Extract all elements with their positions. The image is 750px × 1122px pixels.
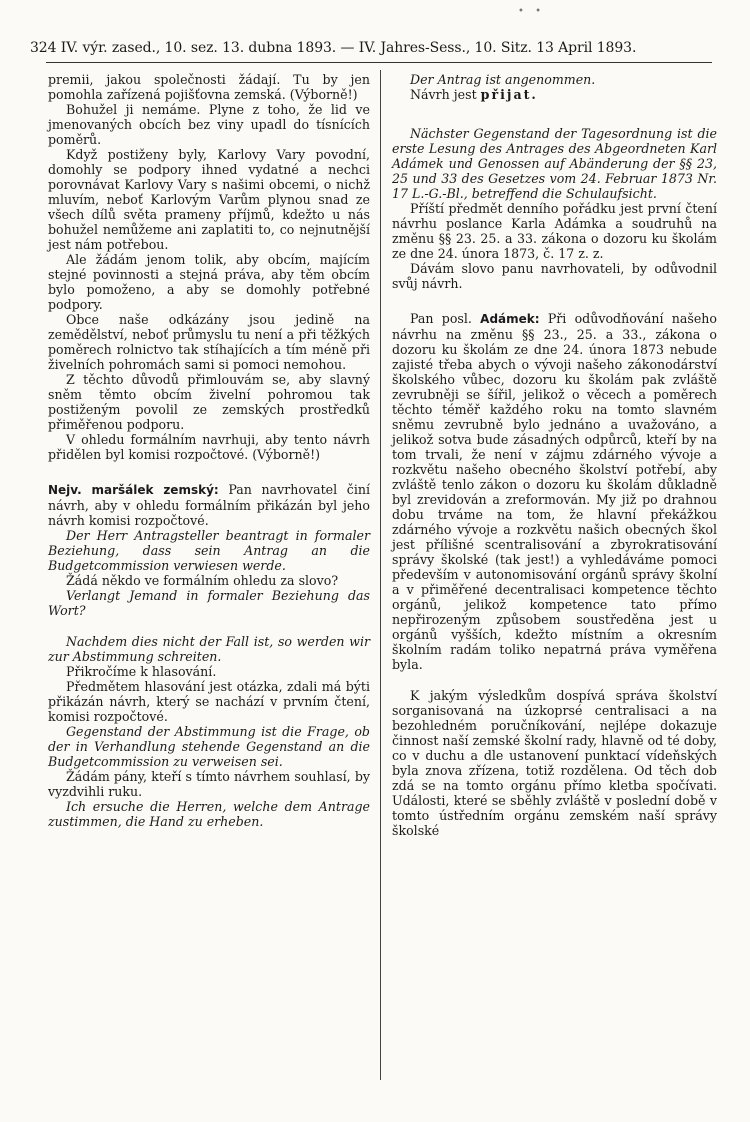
speaker-name: Nejv. maršálek zemský: (48, 483, 219, 497)
result-text: Návrh jest (410, 87, 481, 102)
paragraph: Žádá někdo ve formálním ohledu za slovo? (66, 573, 339, 588)
paragraph: Příští předmět denního pořádku jest první čtení návrhu poslance Karla Adámka a soudruhů na změnu §§ 23. 25. a 33. zákona o dozoru ku školám ze dne 24. února 1873, č. 17 z. z. (392, 201, 717, 261)
speaker-name: Adámek: (480, 312, 540, 326)
german-paragraph: Nachdem dies nicht der Fall ist, so werden wir zur Abstimmung schreiten. (48, 634, 370, 664)
page-number: 324 (30, 40, 57, 56)
german-paragraph: Der Herr Antragsteller beantragt in formaler Beziehung, dass sein Antrag an die Budgetcommission verwiesen werde. (48, 528, 370, 573)
paragraph: Bohužel ji nemáme. Plyne z toho, že lid ve jmenovaných obcích bez viny upadl do tísnících poměrů. (48, 102, 370, 147)
paragraph: premii, jakou společnosti žádají. Tu by jen pomohla zařízená pojišťovna zemská. (Výborně!) (48, 72, 370, 102)
german-paragraph: Der Antrag ist angenommen. (410, 72, 596, 87)
speaker-paragraph (48, 482, 370, 528)
header-text: IV. výr. zased., 10. sez. 13. dubna 1893. — IV. Jahres-Sess., 10. Sitz. 13 April 1893. (60, 40, 637, 56)
page-header (30, 40, 720, 56)
paragraph: Přikročíme k hlasování. (66, 664, 217, 679)
paragraph: Dávám slovo panu navrhovateli, by odůvodnil svůj návrh. (392, 261, 717, 291)
speaker-text: Pan navrhovatel činí návrh, aby v ohledu formálním přikázán byl jeho návrh komisi rozpočtové. (48, 482, 370, 528)
paragraph: Předmětem hlasování jest otázka, zdali má býti přikázán návrh, který se nachází v prvním čtení, komisi rozpočtové. (48, 679, 370, 724)
german-paragraph: Verlangt Jemand in formaler Beziehung das Wort? (48, 588, 370, 618)
result-word: přijat. (480, 87, 538, 102)
german-paragraph: Gegenstand der Abstimmung ist die Frage, ob der in Verhandlung stehende Gegenstand an die Budgetcommission zu verweisen sei. (48, 724, 370, 769)
right-column (392, 72, 717, 838)
speaker-paragraph (392, 311, 717, 672)
column-divider (380, 70, 381, 1080)
german-paragraph: Nächster Gegenstand der Tagesordnung ist die erste Lesung des Antrages des Abgeordneten Karl Adámek und Genossen auf Abänderung der §§ 23, 25 und 33 des Gesetzes vom 24. Februar 1873 Nr. 17 L.-G.-Bl., betreffend die Schulaufsicht. (392, 126, 717, 201)
paragraph (392, 87, 717, 102)
paragraph: Obce naše odkázány jsou jedině na zemědělství, neboť průmyslu tu není a při těžkých poměrech rolnictvo tak stíhajících a tím méně při živelních pohromách sami si pomoci nemohou. (48, 312, 370, 372)
paragraph: V ohledu formálním navrhuji, aby tento návrh přidělen byl komisi rozpočtové. (Výborně!) (48, 432, 370, 462)
paragraph: Žádám pány, kteří s tímto návrhem souhlasí, by vyzdvihli ruku. (48, 769, 370, 799)
speaker-text: Při odůvodňování našeho návrhu na změnu §§ 23., 25. a 33., zákona o dozoru ku školám ze dne 24. února 1873 nebude zajisté třeba abych o vývoji našeho zákonodárství školského vůbec, dozoru ku školám pak zvláště zevrubněji se šířil, jelikož o věcech a poměrech těchto téměř každého roku na tomto slavném sněmu zevrubně bylo jednáno a uvažováno, a jelikož sotva bude zásadných odpůrců, kteří by na tom trvali, že není v zájmu zdárného vývoje a rozkvětu našeho obecného školství potřebí, aby zvláště tenlo zákon o dozoru ku školám důkladně byl zrevidován a zreformován. My již po drahnou dobu trváme na tom, že hlavní překážkou zdárného vývoje a rozkvětu našich obecných škol jest přílišné scentralisování a zbyrokratisování správy školské (tak jest!) a vyhledáváme pomoci především v autonomisování orgánů správy školní a v přiměřené decentralisaci kompetence těchto orgánů, jelikož kompetence tato přímo nepřirozeným způsobem soustředěna jest u orgánů vyšších, kdežto místním a okresním školním radám toliko nepatrná práva vyměřena byla. (392, 311, 717, 672)
left-column (48, 72, 370, 829)
header-rule (46, 62, 712, 63)
paragraph: Ale žádám jenom tolik, aby obcím, majícím stejné povinnosti a stejná práva, aby těm obcím bylo pomoženo, a aby se domohly potřebné podpory. (48, 252, 370, 312)
print-specks: • • (518, 6, 545, 17)
paragraph: Když postiženy byly, Karlovy Vary povodní, domohly se podpory ihned vydatné a nechci porovnávat Karlovy Vary s našimi obcemi, o nichž mluvím, neboť Karlovým Varům plynou snad ze všech dílů světa prameny příjmů, kdežto u nás bohužel nemůžeme ani zaplatiti to, co nejnutnější jest nám potřebou. (48, 147, 370, 252)
german-paragraph: Ich ersuche die Herren, welche dem Antrage zustimmen, die Hand zu erheben. (48, 799, 370, 829)
speaker-prefix: Pan posl. (410, 311, 472, 326)
paragraph: Z těchto důvodů přimlouvám se, aby slavný sněm těmto obcím živelní pohromou tak postiženým povolil ze zemských prostředků přiměřenou podporu. (48, 372, 370, 432)
paragraph: K jakým výsledkům dospívá správa školství sorganisovaná na úzkoprsé centralisaci a na bezohledném poručníkování, nejlépe dokazuje činnost naší zemské školní rady, hlavně od té doby, co v duchu a dle ustanovení punktací vídeňských byla znova zřízena, totiž rozdělena. Od těch dob zdá se na tomto orgánu přímo kletba spočívati. Události, které se sběhly zvláště v poslední době v tomto ústředním orgánu zemském naší správy školské (392, 688, 717, 838)
